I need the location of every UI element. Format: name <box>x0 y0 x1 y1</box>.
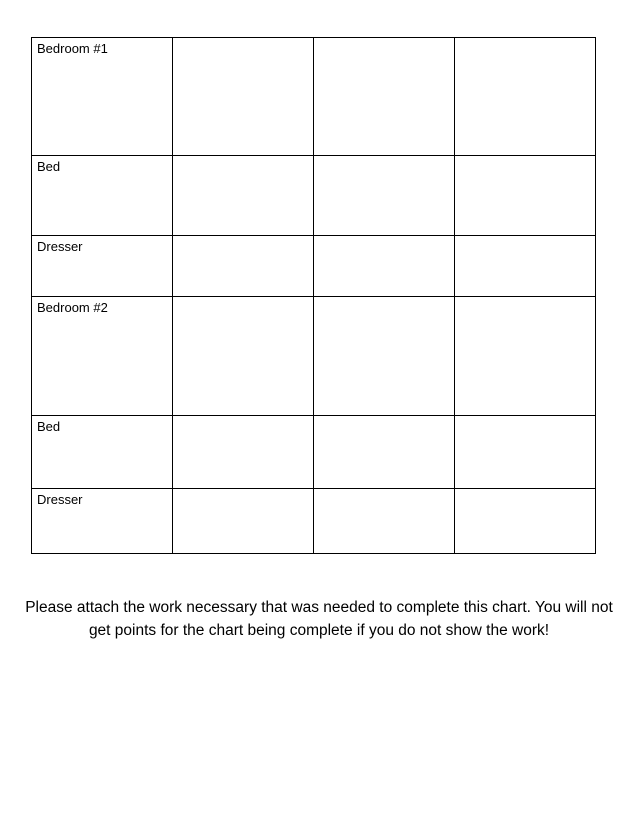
row-label: Bedroom #1 <box>32 38 173 156</box>
row-label: Dresser <box>32 236 173 297</box>
table-cell <box>314 297 455 416</box>
table-cell <box>173 236 314 297</box>
table-cell <box>455 297 596 416</box>
table-row-dresser-1 <box>32 236 596 297</box>
instructions-note: Please attach the work necessary that was needed to complete this chart. You will not get points for the chart being complete if you do not show the work! <box>25 598 613 639</box>
measurement-chart <box>31 37 596 554</box>
table-cell <box>173 297 314 416</box>
row-label: Dresser <box>32 489 173 554</box>
table-row-bedroom-2 <box>32 297 596 416</box>
table-row-dresser-2 <box>32 489 596 554</box>
table-cell <box>314 156 455 236</box>
table-cell <box>455 38 596 156</box>
table-cell <box>455 416 596 489</box>
table-row-bed-1 <box>32 156 596 236</box>
table-cell <box>314 489 455 554</box>
table-row-bedroom-1 <box>32 38 596 156</box>
table-row-bed-2 <box>32 416 596 489</box>
row-label: Bed <box>32 156 173 236</box>
table-cell <box>455 156 596 236</box>
table-cell <box>173 489 314 554</box>
table-cell <box>314 416 455 489</box>
table-cell <box>173 156 314 236</box>
row-label: Bedroom #2 <box>32 297 173 416</box>
table-cell <box>455 489 596 554</box>
table-cell <box>455 236 596 297</box>
table-cell <box>173 38 314 156</box>
row-label: Bed <box>32 416 173 489</box>
table-cell <box>173 416 314 489</box>
table-cell <box>314 38 455 156</box>
table-cell <box>314 236 455 297</box>
